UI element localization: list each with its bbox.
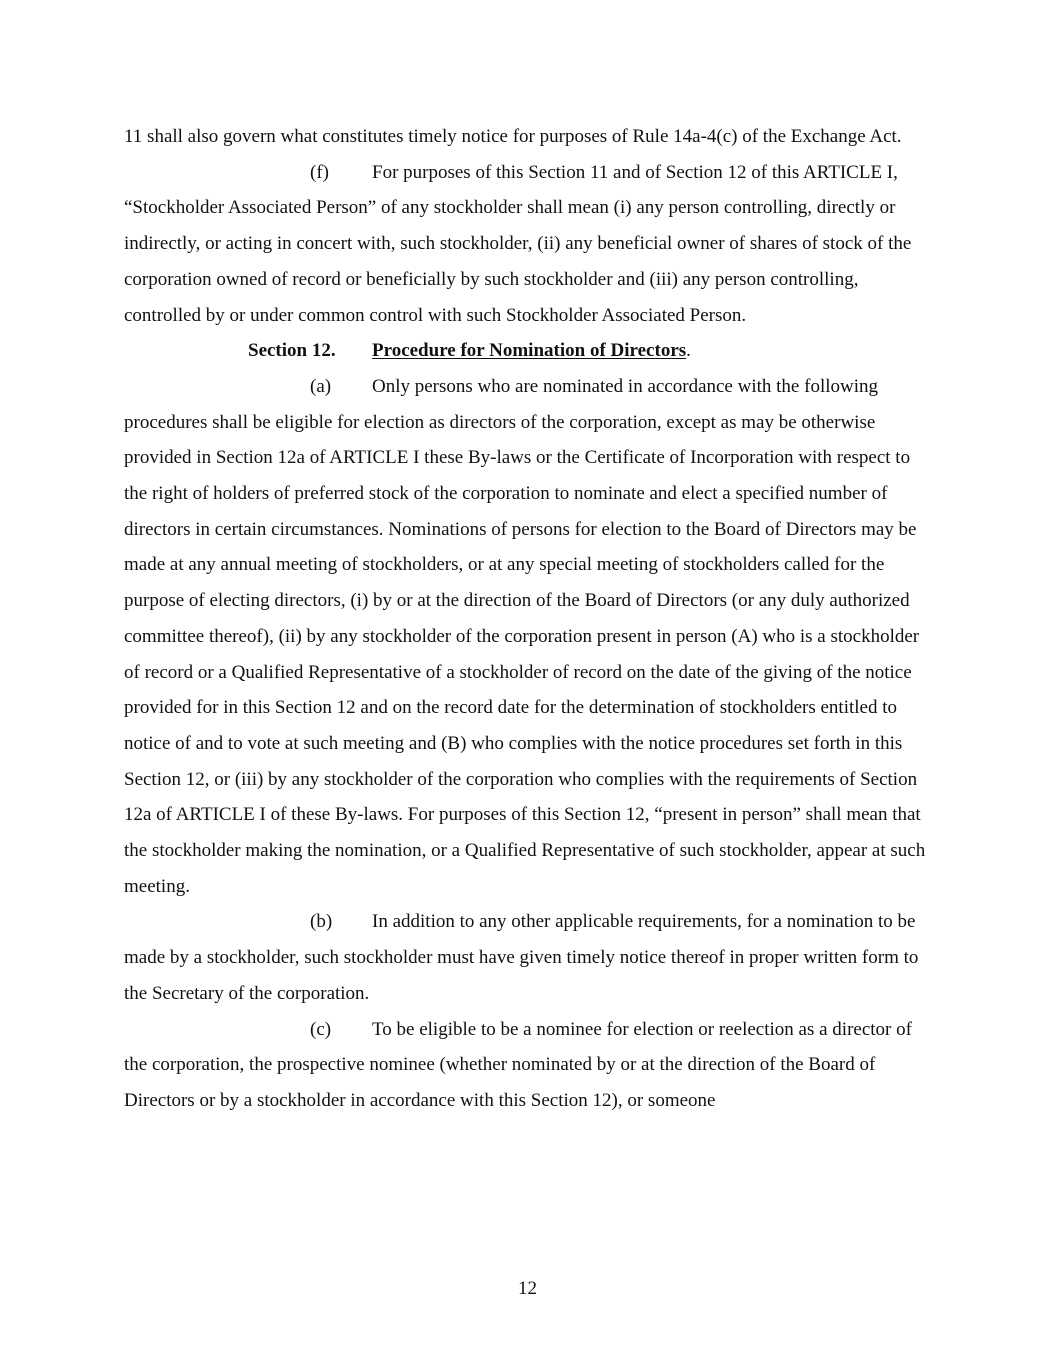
paragraph-f-marker: (f) [310,161,329,183]
paragraph-a-text: Only persons who are nominated in accordance with the following procedures shall be eligible for election as directors of the corporation, except as may be otherwise provided in Section 12a of ARTICLE I these By-laws or the Certificate of Incorporation with respect to the right of holders of preferred stock of the corporation to nominate and elect a specified number of directors in certain circumstances. Nominations of persons for election to the Board of Directors may be made at any annual meeting of stockholders, or at any special meeting of stockholders called for the purpose of electing directors, (i) by or at the direction of the Board of Directors (or any duly authorized committee thereof), (ii) by any stockholder of the corporation present in person (A) who is a stockholder of record or a Qualified Representative of a stockholder of record on the date of the giving of the notice provided for in this Section 12 and on the record date for the determination of stockholders entitled to notice of and to vote at such meeting and (B) who complies with the notice procedures set forth in this Section 12, or (iii) by any stockholder of the corporation who complies with the requirements of Section 12a of ARTICLE I of these By-laws. For purposes of this Section 12, “present in person” shall mean that the stockholder making the nomination, or a Qualified Representative of such stockholder, appear at such meeting. [124,375,926,897]
page-number: 12 [518,1278,537,1299]
paragraph-b-text: In addition to any other applicable requirements, for a nomination to be made by a stockholder, such stockholder must have given timely notice thereof in proper written form to the Secretary of the corporation. [124,911,919,1004]
paragraph-a-marker: (a) [310,375,332,397]
paragraph-f [124,155,934,334]
paragraph-c-text: To be eligible to be a nominee for election or reelection as a director of the corporation, the prospective nominee (whether nominated by or at the direction of the Board of Directors or by a stockholder in accordance with this Section 12), or someone [124,1018,912,1111]
section-12-number: Section 12. [248,340,336,362]
section-12-title: Procedure for Nomination of Directors [372,340,687,362]
paragraph-c-marker: (c) [310,1018,332,1040]
document-body [124,119,934,1119]
section-12-heading [124,333,934,369]
paragraph-b-marker: (b) [310,911,333,933]
paragraph-c [124,1012,934,1119]
paragraph-a [124,369,934,905]
section-12-title-period: . [686,340,691,362]
paragraph-f-text: For purposes of this Section 11 and of Section 12 of this ARTICLE I, “Stockholder Associated Person” of any stockholder shall mean (i) any person controlling, directly or indirectly, or acting in concert with, such stockholder, (ii) any beneficial owner of shares of stock of the corporation owned of record or beneficially by such stockholder and (iii) any person controlling, controlled by or under common control with such Stockholder Associated Person. [124,161,912,326]
continuation-paragraph: 11 shall also govern what constitutes timely notice for purposes of Rule 14a-4(c) of the Exchange Act. [124,126,902,147]
paragraph-b [124,904,934,1011]
